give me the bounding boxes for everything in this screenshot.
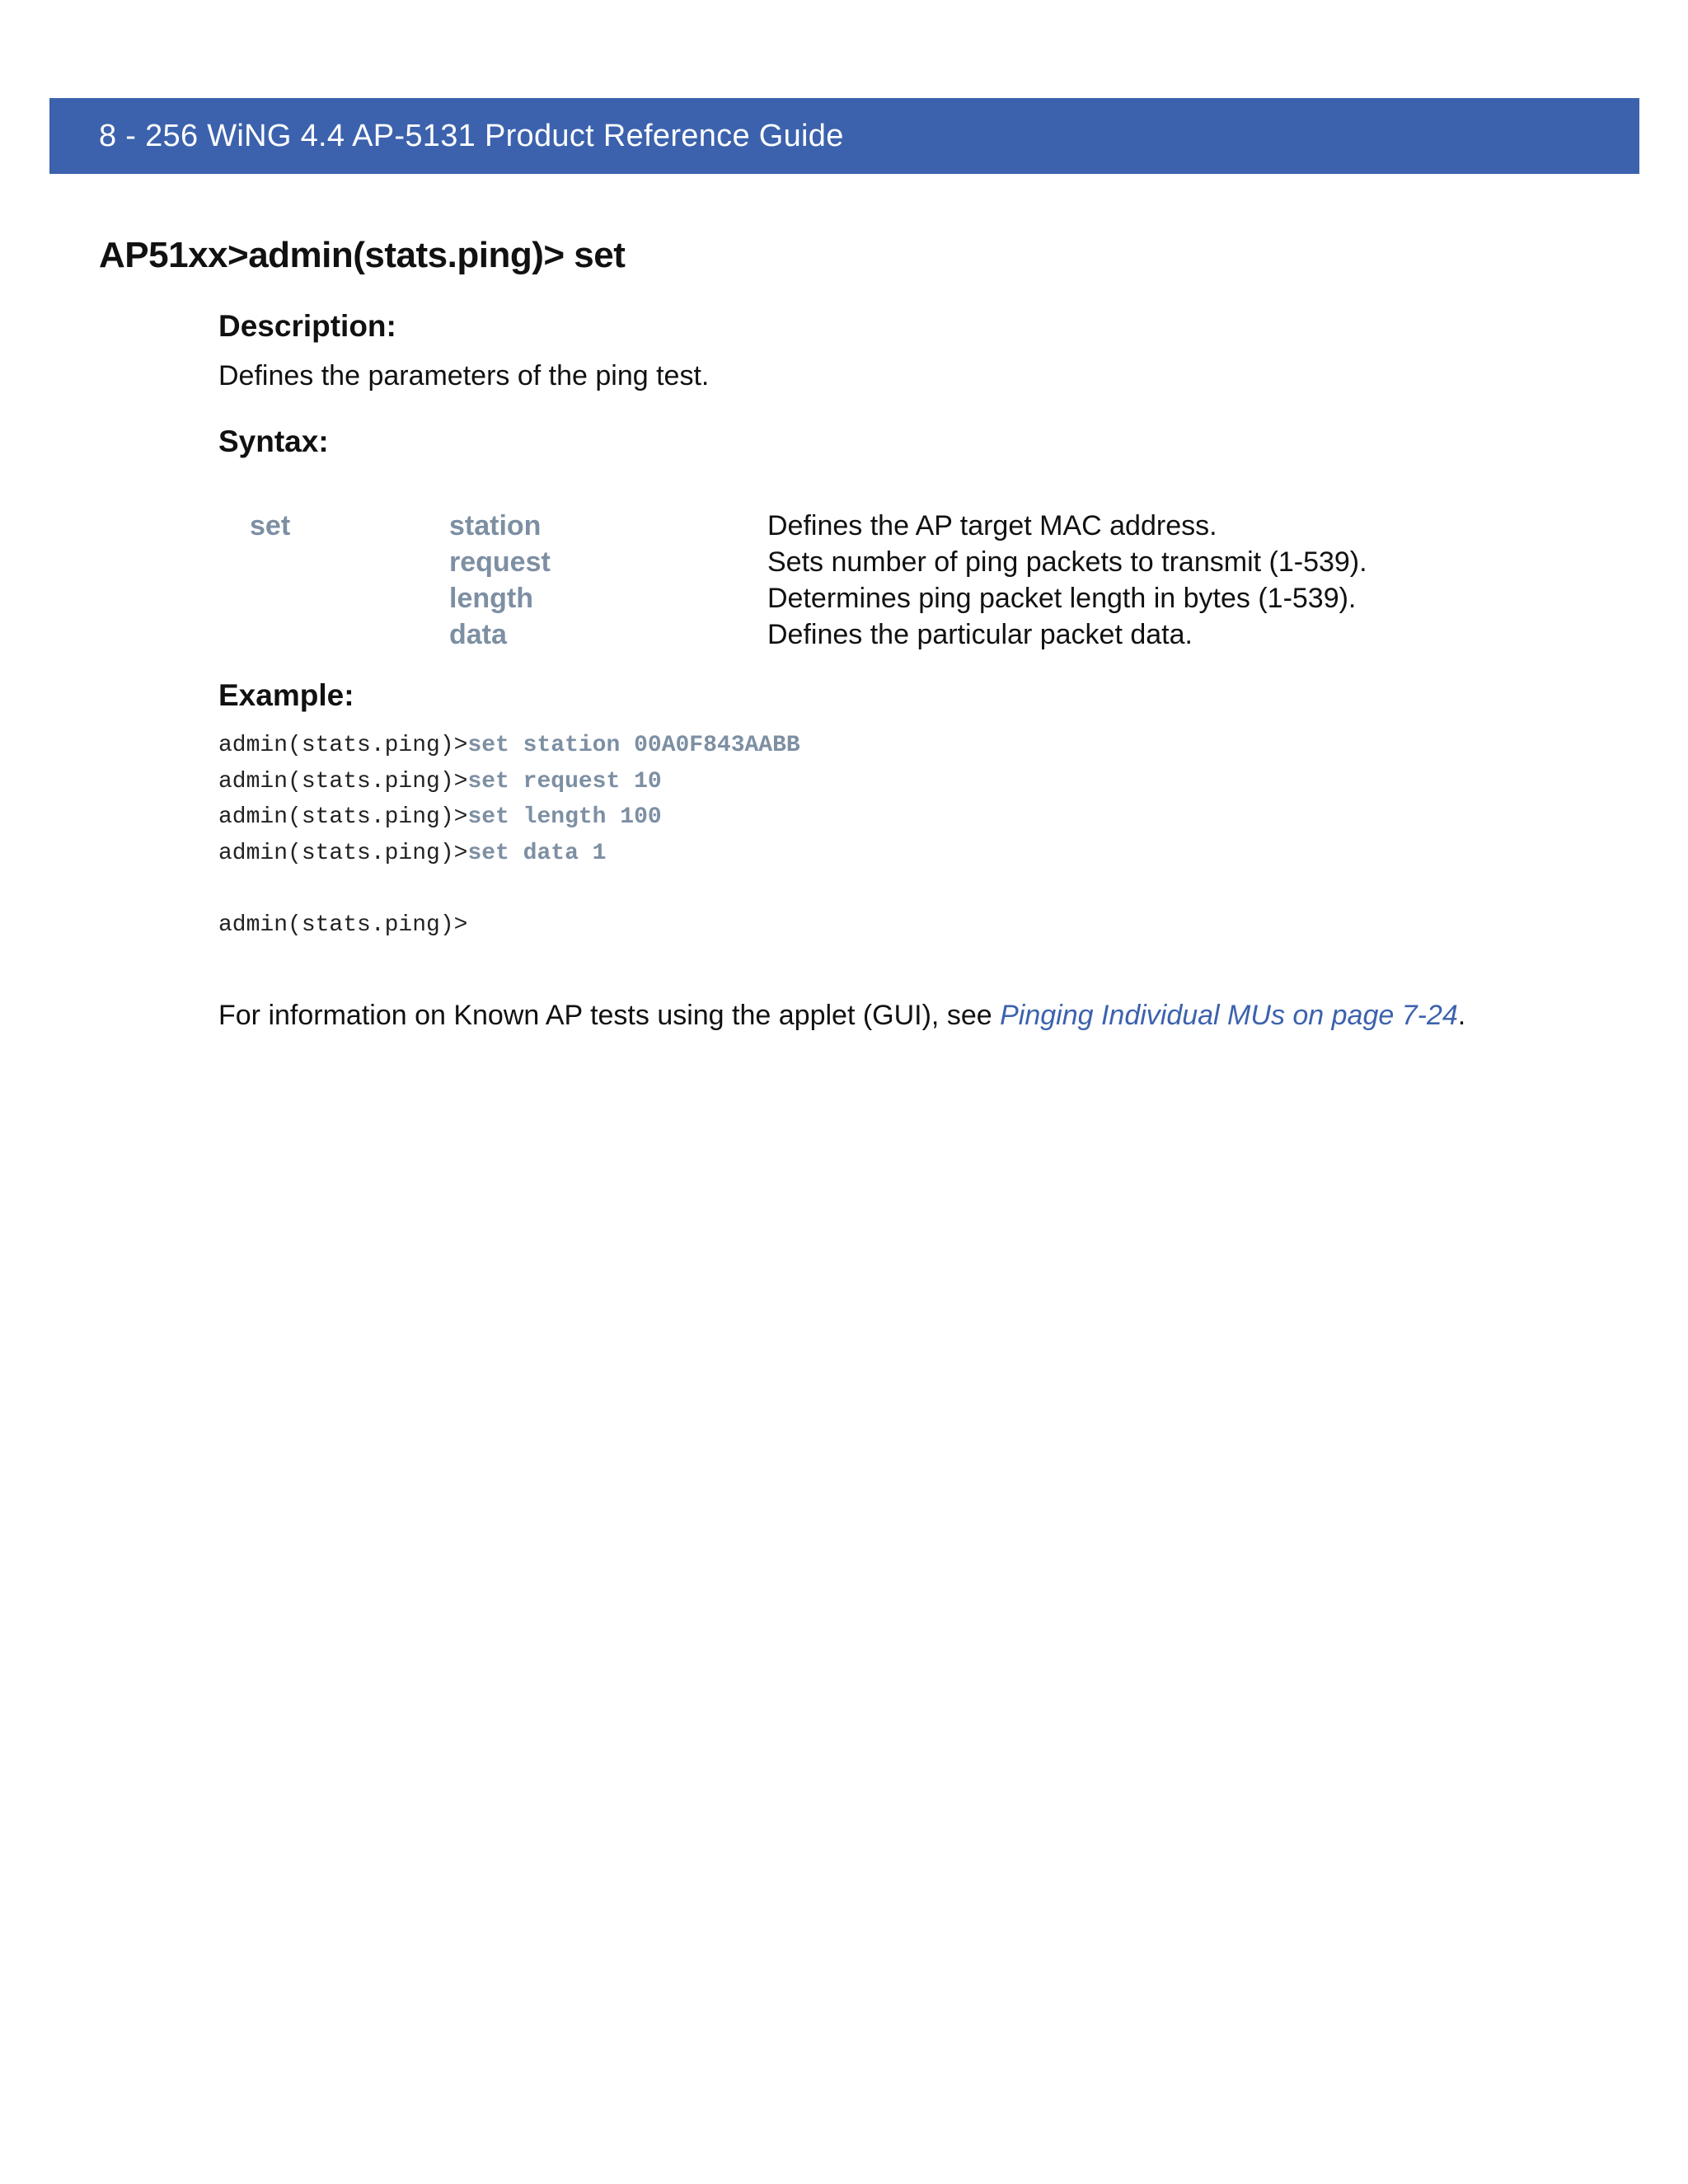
syntax-command [250, 508, 290, 544]
code-line [218, 728, 800, 764]
code-line [218, 799, 800, 836]
code-prompt: admin(stats.ping)> [218, 804, 468, 830]
code-command: set data 1 [467, 840, 607, 866]
syntax-param-length: length [449, 583, 533, 614]
code-prompt: admin(stats.ping)> [218, 733, 468, 758]
footer-note-end: . [1457, 1000, 1466, 1031]
example-code-block [218, 728, 800, 943]
syntax-heading: Syntax: [218, 424, 329, 458]
code-command: set station 00A0F843AABB [467, 733, 800, 758]
description-text: Defines the parameters of the ping test. [218, 360, 710, 391]
syntax-desc-request: Sets number of ping packets to transmit (1-539). [767, 546, 1367, 578]
syntax-param-station: station [449, 510, 542, 541]
syntax-param-request: request [449, 546, 551, 578]
code-prompt: admin(stats.ping)> [218, 912, 468, 938]
code-prompt: admin(stats.ping)> [218, 768, 468, 794]
syntax-param-column [449, 508, 551, 653]
syntax-desc-station: Defines the AP target MAC address. [767, 510, 1217, 541]
code-prompt: admin(stats.ping)> [218, 840, 468, 866]
page-title: AP51xx>admin(stats.ping)> set [99, 235, 626, 275]
syntax-param-data: data [449, 619, 507, 650]
syntax-desc-data: Defines the particular packet data. [767, 619, 1193, 650]
code-line [218, 836, 800, 872]
code-command: set request 10 [467, 768, 662, 794]
code-line [218, 907, 800, 944]
syntax-desc-length: Determines ping packet length in bytes (1-539). [767, 583, 1357, 614]
footer-note [218, 1000, 1465, 1032]
cross-reference-link[interactable]: Pinging Individual MUs on page 7-24 [1000, 1000, 1458, 1031]
code-command: set length 100 [467, 804, 662, 830]
footer-note-text: For information on Known AP tests using the applet (GUI), see [218, 1000, 1001, 1031]
syntax-description-column [767, 508, 1367, 653]
code-blank-line [218, 871, 800, 907]
description-heading: Description: [218, 309, 396, 343]
syntax-command-label: set [250, 510, 291, 541]
page-header-bar [49, 98, 1639, 174]
page-header-title: 8 - 256 WiNG 4.4 AP-5131 Product Reference Guide [99, 119, 844, 153]
example-heading: Example: [218, 678, 354, 712]
code-line [218, 764, 800, 800]
